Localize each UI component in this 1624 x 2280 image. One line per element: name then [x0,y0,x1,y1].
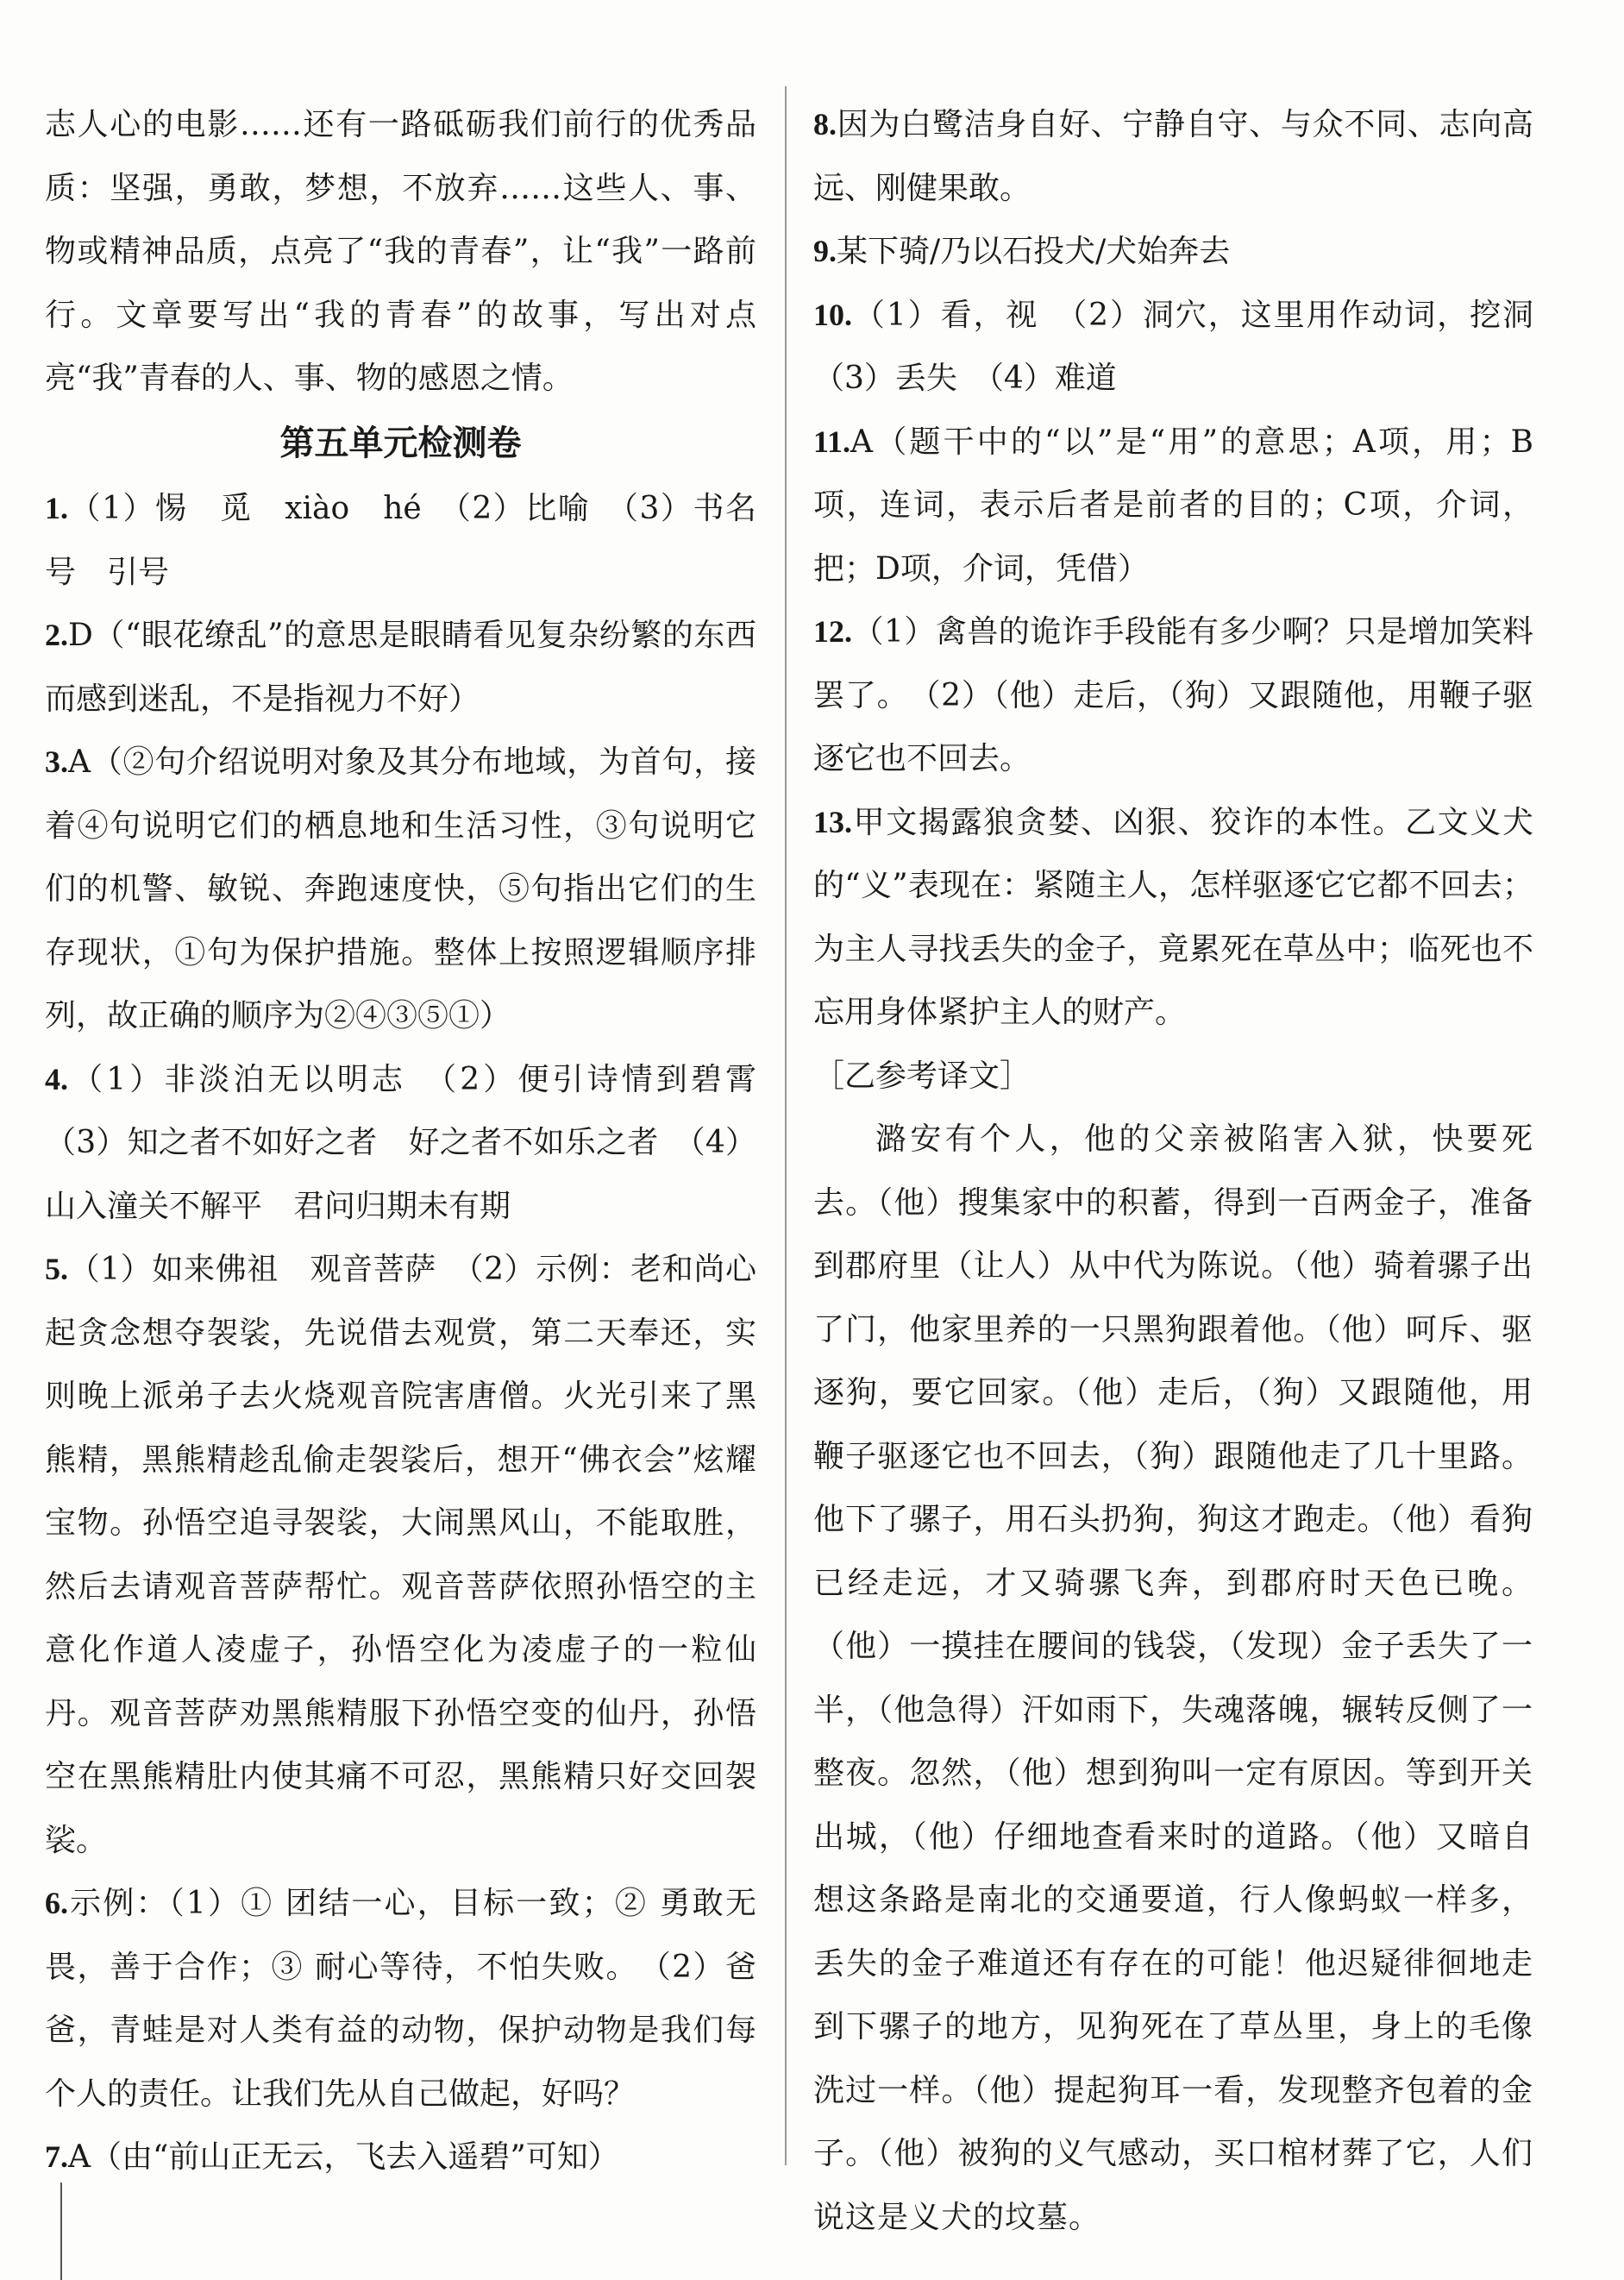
answer-item: 11.A（题干中的“以”是“用”的意思；A项，用；B项，连词，表示后者是前者的目的；C项，介词，把；D项，介词，凭借） [813,424,1533,587]
answer-item: 9.某下骑/乃以石投犬/犬始奔去 [813,234,1231,269]
answer-item: 1.（1）惕 觅 xiào hé （2）比喻 （3）书名号 引号 [45,491,756,590]
answer-item: 10.（1）看，视 （2）洞穴，这里用作动词，挖洞 （3）丢失 （4）难道 [813,297,1565,396]
section-title: 第五单元检测卷 [279,423,522,463]
answer-item: 4.（1）非淡泊无以明志 （2）便引诗情到碧霄 （3）知之者不如好之者 好之者不如乐之者 （4）山入潼关不解平 君问归期未有期 [45,1061,788,1224]
left-column [45,93,788,2189]
answer-item: 2.D（“眼花缭乱”的意思是眼睛看见复杂纷繁的东西而感到迷乱，不是指视力不好） [45,618,756,717]
answer-item: 5.（1）如来佛祖 观音菩萨 （2）示例：老和尚心起贪念想夺袈裟，先说借去观赏，第二天奉还，实则晚上派弟子去火烧观音院害唐僧。火光引来了黑熊精，黑熊精趁乱偷走袈裟后，想开“佛衣会”炫耀宝物。孙悟空追寻袈裟，大闹黑风山，不能取胜，然后去请观音菩萨帮忙。观音菩萨依照孙悟空的主意化作道人凌虚子，孙悟空化为凌虚子的一粒仙丹。观音菩萨劝黑熊精服下孙悟空变的仙丹，孙悟空在黑熊精肚内使其痛不可忍，黑熊精只好交回袈裟。 [45,1252,756,1858]
answer-item: 6.示例：（1）① 团结一心，目标一致；② 勇敢无畏，善于合作；③ 耐心等待，不怕失败。 （2）爸爸，青蛙是对人类有益的动物，保护动物是我们每个人的责任。让我们先从自己做起，好吗？ [45,1886,756,2112]
answer-item: 3.A（②句介绍说明对象及其分布地域，为首句，接着④句说明它们的栖息地和生活习性，③句说明它们的机警、敏锐、奔跑速度快，⑤句指出它们的生存现状，①句为保护措施。整体上按照逻辑顺序排列，故正确的顺序为②④③⑤①） [45,744,756,1033]
column-divider [785,86,787,2165]
answer-item: 8.因为白鹭洁身自好、宁静自守、与众不同、志向高远、刚健果敢。 [813,107,1533,206]
essay-guidance-continued: 志人心的电影……还有一路砥砺我们前行的优秀品质：坚强，勇敢，梦想，不放弃……这些人、事、物或精神品质，点亮了“我的青春”，让“我”一路前行。文章要写出“我的青春”的故事，写出对点亮“我”青春的人、事、物的感恩之情。 [45,107,756,396]
translation-title: ［乙参考译文］ [813,1058,1031,1094]
answer-item: 7.A（由“前山正无云，飞去入遥碧”可知） [45,2139,619,2175]
answer-item: 13.甲文揭露狼贪婪、凶狠、狡诈的本性。乙文义犬的“义”表现在：紧随主人，怎样驱逐它它都不回去；为主人寻找丢失的金子，竟累死在草丛中；临死也不忘用身体紧护主人的财产。 [813,804,1533,1030]
answer-item: 12.（1）禽兽的诡诈手段能有多少啊？只是增加笑料罢了。 （2）（他）走后，（狗）又跟随他，用鞭子驱逐它也不回去。 [813,614,1533,776]
translation-text: 潞安有个人，他的父亲被陷害入狱，快要死去。（他）搜集家中的积蓄，得到一百两金子，准备到郡府里（让人）从中代为陈说。（他）骑着骡子出了门，他家里养的一只黑狗跟着他。（他）呵斥、驱逐狗，要它回家。（他）走后，（狗）又跟随他，用鞭子驱逐它也不回去，（狗）跟随他走了几十里路。他下了骡子，用石头扔狗，狗这才跑走。（他）看狗已经走远，才又骑骡飞奔，到郡府时天色已晚。（他）一摸挂在腰间的钱袋，（发现）金子丢失了一半，（他急得）汗如雨下，失魂落魄，辗转反侧了一整夜。忽然，（他）想到狗叫一定有原因。等到开关出城，（他）仔细地查看来时的道路。（他）又暗自想这条路是南北的交通要道，行人像蚂蚁一样多，丢失的金子难道还有存在的可能！他迟疑徘徊地走到下骡子的地方，见狗死在了草丛里，身上的毛像洗过一样。（他）提起狗耳一看，发现整齐包着的金子。（他）被狗的义气感动，买口棺材葬了它，人们说这是义犬的坟墓。 [813,1121,1533,2235]
right-column [813,93,1565,2249]
margin-line [60,2183,62,2280]
